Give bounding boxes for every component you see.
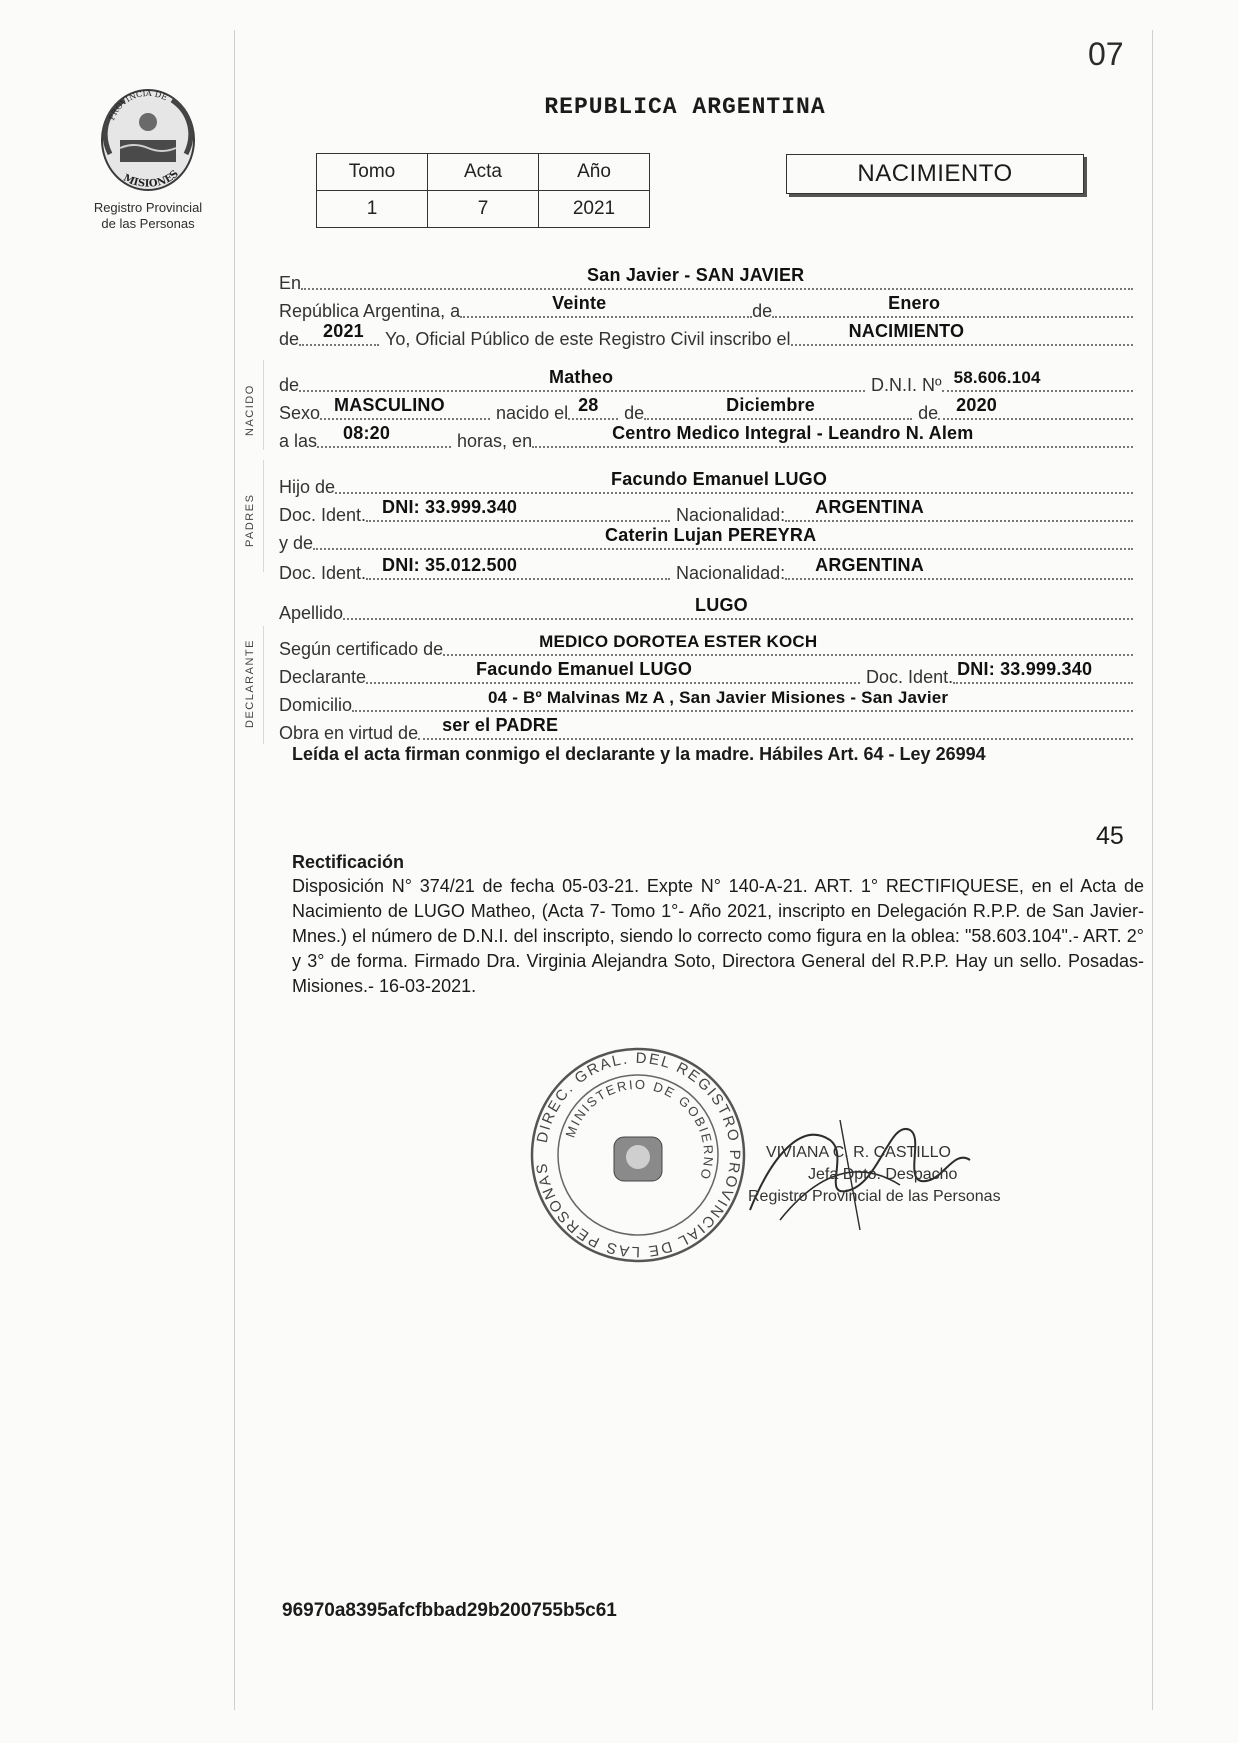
apellido-dots — [343, 595, 1133, 620]
dia-dots — [460, 293, 752, 318]
nac-ano-dots — [938, 395, 1133, 420]
document-title: REPUBLICA ARGENTINA — [544, 94, 826, 120]
padre-dots — [335, 469, 1133, 494]
en-dots — [301, 265, 1133, 290]
row-padre-doc — [279, 497, 1133, 526]
obra-value: ser el PADRE — [442, 715, 559, 735]
apellido-value: LUGO — [695, 595, 748, 615]
dni-value: 58.606.104 — [953, 368, 1041, 387]
declarante-divider — [263, 626, 264, 744]
padre-doc-label: Doc. Ident. — [279, 505, 367, 525]
de-nac-ano-label: de — [918, 403, 939, 423]
nac-dia-dots — [568, 395, 618, 420]
declarante-value: Facundo Emanuel LUGO — [476, 659, 693, 679]
svg-text:PROVINCIA DE: PROVINCIA DE — [107, 88, 169, 122]
a-las-label: a las — [279, 431, 318, 451]
republica-label: República Argentina, a — [279, 301, 461, 321]
madre-dots — [313, 525, 1133, 550]
apellido-label: Apellido — [279, 603, 344, 623]
de-ano-label: de — [279, 329, 300, 349]
dni-dots — [942, 368, 1133, 392]
padre-doc-value: DNI: 33.999.340 — [382, 497, 518, 517]
nombre-value: Matheo — [549, 367, 614, 387]
declarante-section-label: DECLARANTE — [244, 639, 256, 729]
dni-label: D.N.I. Nº — [871, 375, 942, 395]
madre-nac-value: ARGENTINA — [815, 555, 924, 575]
padre-nac-dots — [785, 497, 1133, 522]
ano-value: 2021 — [323, 321, 364, 341]
row-inscripcion — [279, 321, 1133, 350]
declarante-label: Declarante — [279, 667, 367, 687]
de-label: de — [752, 301, 773, 321]
official-seal — [528, 1045, 748, 1265]
acta-value: 7 — [428, 191, 539, 228]
document-hash: 96970a8395afcfbbad29b200755b5c61 — [282, 1600, 617, 1621]
madre-doc-label: Doc. Ident. — [279, 563, 367, 583]
tomo-header: Tomo — [317, 154, 428, 191]
ano-header: Año — [539, 154, 650, 191]
row-madre-doc — [279, 555, 1133, 584]
svg-text:MISIONES: MISIONES — [121, 168, 181, 190]
nac-ano-value: 2020 — [956, 395, 997, 415]
domicilio-label: Domicilio — [279, 695, 353, 715]
domicilio-dots — [352, 688, 1133, 712]
y-de-label: y de — [279, 533, 314, 553]
tomo-value: 1 — [317, 191, 428, 228]
nacido-el-label: nacido el — [496, 403, 569, 423]
obra-dots — [418, 715, 1133, 740]
stamp-org: Registro Provincial de las Personas — [748, 1188, 1001, 1205]
signature-stamp — [748, 1142, 1001, 1208]
seal-inner-text: MINISTERIO DE GOBIERNO — [562, 1076, 717, 1183]
nac-dia-value: 28 — [578, 395, 599, 415]
nac-mes-value: Diciembre — [726, 395, 815, 415]
inscribo-value: NACIMIENTO — [848, 321, 965, 341]
nac-mes-dots — [644, 395, 912, 420]
decl-doc-label: Doc. Ident. — [866, 667, 954, 687]
padre-nac-value: ARGENTINA — [815, 497, 924, 517]
sexo-value: MASCULINO — [334, 395, 445, 415]
left-margin-line — [234, 30, 235, 1710]
padre-doc-dots — [366, 497, 670, 522]
hora-dots — [317, 423, 451, 448]
madre-nac-dots — [785, 555, 1133, 580]
madre-nac-label: Nacionalidad: — [676, 563, 786, 583]
de-nombre-label: de — [279, 375, 300, 395]
right-margin-line — [1152, 30, 1153, 1710]
en-value: San Javier - SAN JAVIER — [587, 265, 805, 285]
obra-label: Obra en virtud de — [279, 723, 419, 743]
nombre-dots — [299, 367, 865, 392]
rectification-title: Rectificación — [292, 852, 405, 872]
row-fecha — [279, 293, 1133, 322]
row-en — [279, 265, 1133, 294]
row-declarante — [279, 659, 1133, 688]
madre-doc-dots — [366, 555, 670, 580]
row-sexo — [279, 395, 1133, 424]
de-mes-label: de — [624, 403, 645, 423]
decl-doc-dots — [953, 659, 1133, 684]
certificado-dots — [443, 632, 1133, 656]
certificado-label: Según certificado de — [279, 639, 444, 659]
seal-outer-text: DIREC. GRAL. DEL REGISTRO PROVINCIAL DE LAS PERSONAS — [533, 1049, 744, 1261]
ano-value: 2021 — [539, 191, 650, 228]
dia-value: Veinte — [552, 293, 607, 313]
lugar-value: Centro Medico Integral - Leandro N. Alem — [612, 423, 974, 443]
registry-name: Registro Provincial de las Personas — [93, 200, 203, 231]
padres-section-label: PADRES — [244, 493, 256, 547]
nacido-section-label: NACIDO — [244, 384, 256, 436]
padre-nac-label: Nacionalidad: — [676, 505, 786, 525]
certificado-value: MEDICO DOROTEA ESTER KOCH — [539, 632, 818, 651]
mes-value: Enero — [888, 293, 941, 313]
row-hora — [279, 423, 1133, 452]
row-obra — [279, 715, 1133, 744]
lugar-dots — [532, 423, 1133, 448]
domicilio-value: 04 - Bº Malvinas Mz A , San Javier Misiones - San Javier — [488, 688, 949, 707]
inscribo-label: Yo, Oficial Público de este Registro Civil inscribo el — [385, 329, 791, 349]
sexo-dots — [320, 395, 490, 420]
tomo-acta-ano-table — [316, 153, 650, 228]
ano-dots — [299, 321, 379, 346]
row-apellido — [279, 595, 1133, 624]
padre-nombre: Facundo Emanuel LUGO — [611, 469, 828, 489]
document-type-box: NACIMIENTO — [786, 154, 1084, 194]
closing-statement: Leída el acta firman conmigo el declarante y la madre. Hábiles Art. 64 - Ley 26994 — [292, 744, 986, 764]
sexo-label: Sexo — [279, 403, 321, 423]
row-domicilio — [279, 688, 1133, 716]
row-certificado — [279, 632, 1133, 660]
rectification-body: Disposición N° 374/21 de fecha 05-03-21. Expte N° 140-A-21. ART. 1° RECTIFIQUESE, en el Acta de Nacimiento de LUGO Matheo, (Acta 7- Tomo 1°- Año 2021, inscripto en Delegación R.P.P. de San Javier- Mnes.) el número de D.N.I. del inscripto, siendo lo correcto como figura en la oblea: "58.603.104".- ART. 2° y 3° de forma. Firmado Dra. Virginia Alejandra Soto, Directora General del R.P.P. Hay un sello. Posadas- Misiones.- 16-03-2021. — [292, 876, 1144, 996]
stamp-name: VIVIANA C. R. CASTILLO — [766, 1144, 951, 1161]
row-madre — [279, 525, 1133, 554]
nacido-divider — [263, 360, 264, 450]
mes-dots — [772, 293, 1133, 318]
stamp-role: Jefa Dpto. Despacho — [808, 1166, 958, 1183]
row-padre — [279, 469, 1133, 498]
decl-doc-value: DNI: 33.999.340 — [957, 659, 1093, 679]
declarante-dots — [366, 659, 860, 684]
inscribo-dots — [791, 321, 1133, 346]
acta-header: Acta — [428, 154, 539, 191]
madre-doc-value: DNI: 35.012.500 — [382, 555, 518, 575]
en-label: En — [279, 273, 302, 293]
horas-en-label: horas, en — [457, 431, 533, 451]
madre-nombre: Caterin Lujan PEREYRA — [605, 525, 817, 545]
page-number: 07 — [1088, 36, 1124, 72]
hijo-de-label: Hijo de — [279, 477, 336, 497]
note-number: 45 — [1096, 822, 1124, 850]
row-nombre — [279, 367, 1133, 396]
province-coat-of-arms-logo — [90, 84, 206, 196]
padres-divider — [263, 460, 264, 572]
hora-value: 08:20 — [343, 423, 391, 443]
